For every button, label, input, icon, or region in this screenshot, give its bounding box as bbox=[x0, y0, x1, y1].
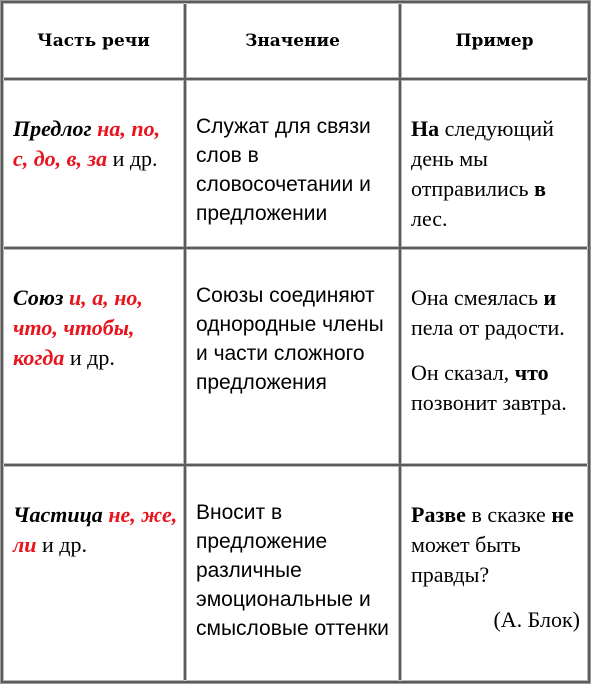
row-particle-meaning: Вносит в предложение различные эмоциональные и смысловые оттенки bbox=[186, 466, 399, 681]
examples-preposition: на, по, с, до, в, за bbox=[13, 116, 161, 171]
example-bold-word: На bbox=[411, 116, 440, 141]
example-text: Он сказал, bbox=[411, 360, 515, 385]
header-meaning: Значение bbox=[186, 3, 399, 78]
example-bold-word: Разве bbox=[411, 502, 466, 527]
example-bold-word: и bbox=[543, 285, 557, 310]
example-bold-word: не bbox=[551, 502, 574, 527]
example-sentence-1 bbox=[411, 283, 582, 343]
examples-conjunction: и, а, но, что, чтобы, когда bbox=[13, 285, 143, 370]
example-text: может быть правды? bbox=[411, 532, 521, 587]
example-sentence-2 bbox=[411, 358, 582, 418]
row-conjunction-meaning: Союзы соединяют однородные члены и части сложного предложения bbox=[186, 249, 399, 464]
row-particle-example bbox=[401, 466, 588, 681]
suffix-etc: и др. bbox=[69, 345, 115, 370]
header-part-of-speech: Часть речи bbox=[3, 3, 184, 78]
example-bold-word: что bbox=[514, 360, 549, 385]
example-sentence bbox=[411, 114, 582, 234]
example-text: Она смеялась bbox=[411, 285, 544, 310]
parts-of-speech-table bbox=[1, 1, 590, 683]
term-preposition: Предлог bbox=[13, 116, 92, 141]
term-particle: Частица bbox=[13, 502, 103, 527]
suffix-etc: и др. bbox=[42, 532, 87, 557]
example-bold-word: в bbox=[534, 176, 546, 201]
example-text: позвонит завтра. bbox=[411, 390, 567, 415]
example-text: пела от радости. bbox=[411, 315, 565, 340]
example-text: в сказке bbox=[465, 502, 552, 527]
row-preposition-meaning: Служат для связи слов в словосочетании и предложении bbox=[186, 80, 399, 247]
term-conjunction: Союз bbox=[13, 285, 64, 310]
row-preposition-term-cell bbox=[3, 80, 184, 247]
example-sentence bbox=[411, 500, 582, 590]
row-conjunction-term-cell bbox=[3, 249, 184, 464]
example-text: следующий день мы отправились bbox=[411, 116, 554, 201]
example-author: (А. Блок) bbox=[493, 607, 580, 632]
examples-particle: не, же, ли bbox=[13, 502, 178, 557]
row-conjunction-example bbox=[401, 249, 588, 464]
header-example: Пример bbox=[401, 3, 588, 78]
row-preposition-example bbox=[401, 80, 588, 247]
example-text: лес. bbox=[411, 206, 448, 231]
row-particle-term-cell bbox=[3, 466, 184, 681]
suffix-etc: и др. bbox=[112, 146, 158, 171]
